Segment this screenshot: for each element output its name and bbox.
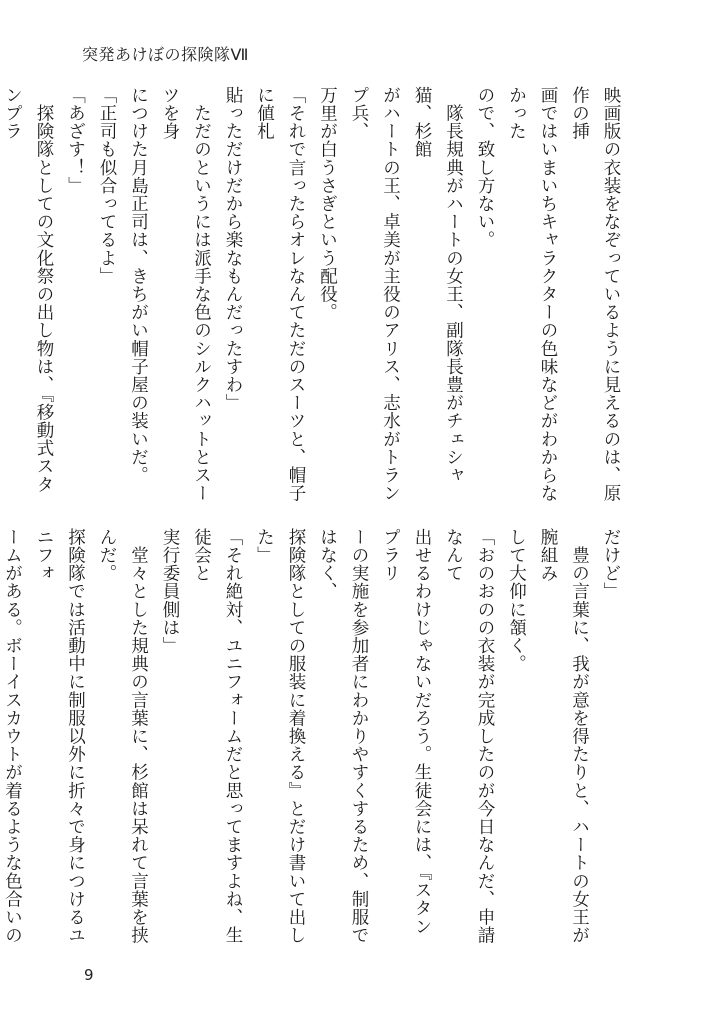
text-line: 隊長規典がハートの女王、副隊長豊がチェシャ猫、杉館	[412, 86, 464, 485]
text-line: 「正司も似合ってるよ」	[97, 86, 117, 286]
text-line: ームがある。ボーイスカウトが着るような色合いの	[2, 528, 23, 945]
text-line: だけど」	[601, 528, 621, 601]
text-line: ただのというには派手な色のシルクハットとスーツを身	[160, 86, 212, 503]
lower-text-block	[2, 528, 626, 948]
text-line: 堂々とした規典の言葉に、杉館は呆れて言葉を挟んだ。	[97, 528, 149, 945]
text-line: 「あざす！」	[65, 86, 86, 195]
running-header: 突発あけぼの探険隊Ⅶ	[82, 45, 249, 64]
text-line: 画ではいまいちキャラクターの色味などがわからなかった	[506, 86, 558, 503]
text-line: ので、致し方ない。	[475, 86, 495, 249]
text-line: 実行委員側は」	[160, 528, 180, 655]
text-line: 豊の言葉に、我が意を得たりと、ハートの女王が腕組み	[538, 528, 590, 945]
text-line: につけた月島正司は、きちがい帽子屋の装いだ。	[128, 86, 149, 485]
text-line: 映画版の衣装をなぞっているように見えるのは、原作の挿	[569, 86, 621, 503]
text-line: 貼っただけだから楽なもんだったすわ」	[223, 86, 243, 412]
text-line: がハートの王、卓美が主役のアリス、志水がトランプ兵、	[349, 86, 401, 503]
text-line: 探険隊では活動中に制服以外に折々で身につけるユニフォ	[34, 528, 86, 945]
page-number: 9	[84, 966, 94, 984]
text-line: 「それで言ったらオレなんてただのスーツと、帽子に値札	[254, 86, 306, 503]
text-line: 探険隊としての服装に着換える』とだけ書いて出した」	[254, 528, 306, 945]
text-line: 万里が白うさぎという配役。	[317, 86, 338, 322]
text-line: ーの実施を参加者にわかりやすくするため、制服ではなく、	[317, 528, 369, 945]
text-line: 探険隊としての文化祭の出し物は、『移動式スタンプラ	[2, 86, 54, 494]
upper-text-block	[2, 86, 626, 506]
text-line: 「それ絶対、ユニフォームだと思ってますよね、生徒会と	[191, 528, 243, 945]
text-line: 「おのおのの衣装が完成したのが今日なんだ、申請なんて	[443, 528, 495, 945]
text-line: 出せるわけじゃないだろう。生徒会には、『スタンプラリ	[380, 528, 432, 936]
text-line: して大仰に頷く。	[506, 528, 527, 673]
